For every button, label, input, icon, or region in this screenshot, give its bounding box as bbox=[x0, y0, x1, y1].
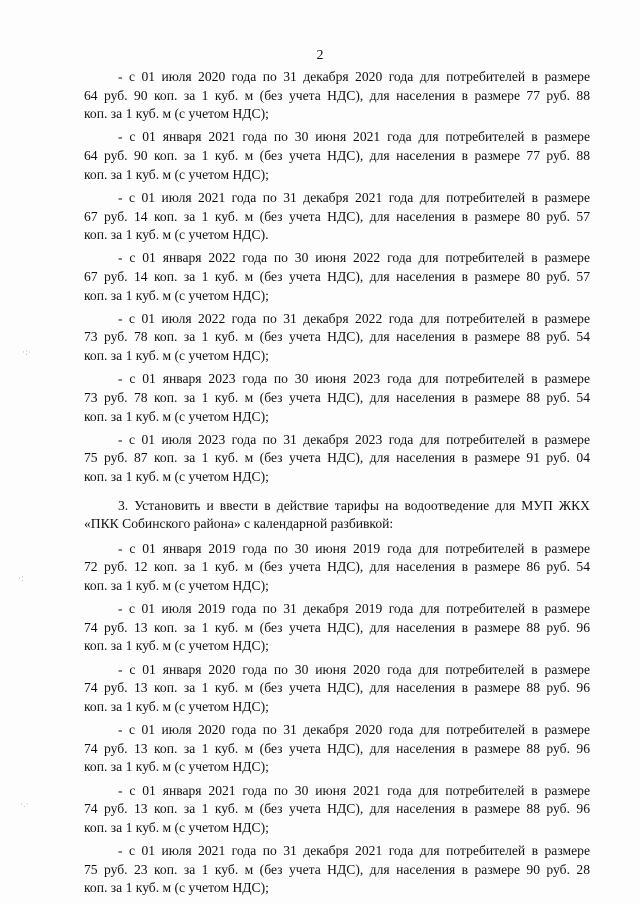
tariff-line: коп. за 1 куб. м (с учетом НДС); bbox=[84, 638, 269, 654]
section-heading-line: 3. Установить и ввести в действие тарифы на водоотведение для МУП ЖКХ bbox=[118, 497, 590, 513]
scan-artifact: ·: bbox=[18, 574, 24, 584]
document-body bbox=[84, 68, 590, 903]
tariff-line: 67 руб. 14 коп. за 1 куб. м (без учета НДС), для населения в размере 80 руб. 57 bbox=[84, 269, 590, 284]
tariff-line: - с 01 июля 2020 года по 31 декабря 2020 года для потребителей в размере bbox=[118, 722, 590, 738]
tariff-line: - с 01 июля 2021 года по 31 декабря 2021 года для потребителей в размере bbox=[118, 189, 590, 205]
tariff-line: - с 01 января 2021 года по 30 июня 2021 года для потребителей в размере bbox=[118, 782, 590, 798]
tariff-line: коп. за 1 куб. м (с учетом НДС); bbox=[84, 408, 269, 424]
tariff-paragraph bbox=[84, 600, 590, 656]
tariff-line: - с 01 июля 2020 года по 31 декабря 2020 года для потребителей в размере bbox=[118, 69, 590, 84]
section-heading-line: «ПКК Собинского района» с календарной разбивкой: bbox=[84, 516, 394, 532]
tariff-paragraph bbox=[84, 189, 590, 245]
tariff-line: 74 руб. 13 коп. за 1 куб. м (без учета НДС), для населения в размере 88 руб. 96 bbox=[84, 740, 590, 756]
tariff-line: 74 руб. 13 коп. за 1 куб. м (без учета НДС), для населения в размере 88 руб. 96 bbox=[84, 801, 590, 817]
tariff-paragraph bbox=[84, 68, 590, 124]
tariff-paragraph bbox=[84, 540, 590, 596]
tariff-paragraph bbox=[84, 782, 590, 838]
scan-artifact: ·.· bbox=[20, 800, 29, 810]
tariff-paragraph bbox=[84, 249, 590, 305]
wastewater-tariff-list bbox=[84, 540, 590, 898]
tariff-line: коп. за 1 куб. м (с учетом НДС); bbox=[84, 166, 269, 182]
tariff-line: 73 руб. 78 коп. за 1 куб. м (без учета НДС), для населения в размере 88 руб. 54 bbox=[84, 329, 590, 345]
scan-artifact: ·:· bbox=[22, 348, 31, 358]
tariff-paragraph bbox=[84, 310, 590, 366]
tariff-paragraph bbox=[84, 128, 590, 184]
tariff-line: 75 руб. 87 коп. за 1 куб. м (без учета НДС), для населения в размере 91 руб. 04 bbox=[84, 450, 590, 466]
tariff-line: 64 руб. 90 коп. за 1 куб. м (без учета НДС), для населения в размере 77 руб. 88 bbox=[84, 87, 590, 103]
tariff-line: - с 01 июля 2023 года по 31 декабря 2023 года для потребителей в размере bbox=[118, 431, 590, 447]
tariff-line: коп. за 1 куб. м (с учетом НДС); bbox=[84, 106, 269, 122]
tariff-line: - с 01 января 2021 года по 30 июня 2021 года для потребителей в размере bbox=[118, 129, 590, 145]
tariff-line: 64 руб. 90 коп. за 1 куб. м (без учета НДС), для населения в размере 77 руб. 88 bbox=[84, 148, 590, 164]
tariff-line: коп. за 1 куб. м (с учетом НДС); bbox=[84, 469, 269, 484]
tariff-line: - с 01 января 2019 года по 30 июня 2019 года для потребителей в размере bbox=[118, 540, 590, 556]
tariff-line: 74 руб. 13 коп. за 1 куб. м (без учета НДС), для населения в размере 88 руб. 96 bbox=[84, 619, 590, 635]
tariff-line: коп. за 1 куб. м (с учетом НДС); bbox=[84, 759, 269, 775]
tariff-paragraph bbox=[84, 721, 590, 777]
page-number: 2 bbox=[316, 48, 324, 63]
tariff-line: коп. за 1 куб. м (с учетом НДС); bbox=[84, 348, 269, 364]
water-supply-tariff-list bbox=[84, 68, 590, 487]
tariff-paragraph bbox=[84, 431, 590, 487]
tariff-line: 67 руб. 14 коп. за 1 куб. м (без учета НДС), для населения в размере 80 руб. 57 bbox=[84, 208, 590, 224]
tariff-line: - с 01 июля 2022 года по 31 декабря 2022 года для потребителей в размере bbox=[118, 310, 590, 326]
tariff-line: 74 руб. 13 коп. за 1 куб. м (без учета НДС), для населения в размере 88 руб. 96 bbox=[84, 680, 590, 696]
section-heading-wastewater bbox=[84, 497, 590, 534]
tariff-paragraph bbox=[84, 370, 590, 426]
tariff-paragraph bbox=[84, 842, 590, 898]
tariff-line: - с 01 июля 2021 года по 31 декабря 2021 года для потребителей в размере bbox=[118, 843, 590, 859]
tariff-line: 75 руб. 23 коп. за 1 куб. м (без учета НДС), для населения в размере 90 руб. 28 bbox=[84, 861, 590, 877]
tariff-line: коп. за 1 куб. м (с учетом НДС); bbox=[84, 819, 269, 835]
tariff-line: - с 01 июля 2019 года по 31 декабря 2019 года для потребителей в размере bbox=[118, 601, 590, 617]
tariff-paragraph bbox=[84, 661, 590, 717]
tariff-line: 72 руб. 12 коп. за 1 куб. м (без учета НДС), для населения в размере 86 руб. 54 bbox=[84, 559, 590, 575]
tariff-line: коп. за 1 куб. м (с учетом НДС); bbox=[84, 880, 269, 896]
tariff-line: коп. за 1 куб. м (с учетом НДС); bbox=[84, 698, 269, 714]
tariff-line: коп. за 1 куб. м (с учетом НДС); bbox=[84, 577, 269, 593]
tariff-line: коп. за 1 куб. м (с учетом НДС); bbox=[84, 287, 269, 303]
tariff-line: - с 01 января 2022 года по 30 июня 2022 года для потребителей в размере bbox=[118, 250, 590, 266]
tariff-line: коп. за 1 куб. м (с учетом НДС). bbox=[84, 227, 269, 243]
tariff-line: - с 01 января 2020 года по 30 июня 2020 года для потребителей в размере bbox=[118, 661, 590, 677]
tariff-line: 73 руб. 78 коп. за 1 куб. м (без учета НДС), для населения в размере 88 руб. 54 bbox=[84, 389, 590, 405]
tariff-line: - с 01 января 2023 года по 30 июня 2023 года для потребителей в размере bbox=[118, 371, 590, 387]
